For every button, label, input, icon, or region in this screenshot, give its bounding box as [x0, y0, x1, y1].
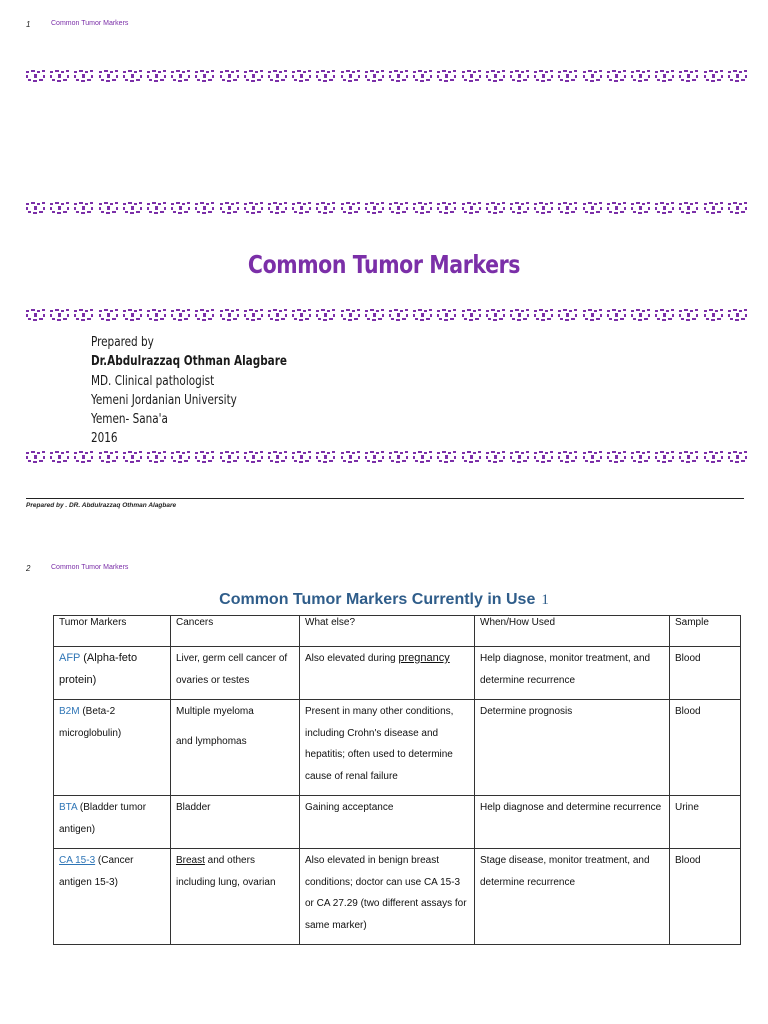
- footer-divider: [26, 498, 744, 499]
- border-ornament: [655, 70, 675, 82]
- border-ornament: [486, 202, 506, 214]
- border-ornament: [171, 70, 191, 82]
- tumor-markers-table: [53, 615, 741, 945]
- border-ornament: [607, 70, 627, 82]
- marker-cell: [54, 647, 171, 700]
- page-number: 2: [26, 564, 31, 573]
- cancers-text: and others including lung, ovarian: [176, 855, 276, 888]
- decorative-border: [26, 202, 748, 214]
- marker-cell: [54, 700, 171, 796]
- border-ornament: [195, 451, 215, 463]
- author-affiliation: Yemeni Jordanian University: [91, 391, 237, 408]
- border-ornament: [462, 309, 482, 321]
- border-ornament: [292, 451, 312, 463]
- border-ornament: [534, 451, 554, 463]
- border-ornament: [389, 202, 409, 214]
- border-ornament: [655, 202, 675, 214]
- border-ornament: [583, 202, 603, 214]
- sample-cell: Urine: [670, 796, 741, 849]
- border-ornament: [583, 309, 603, 321]
- border-ornament: [268, 309, 288, 321]
- border-ornament: [220, 309, 240, 321]
- border-ornament: [558, 202, 578, 214]
- border-ornament: [558, 309, 578, 321]
- border-ornament: [123, 451, 143, 463]
- table-row: [54, 700, 741, 796]
- border-ornament: [316, 70, 336, 82]
- border-ornament: [558, 70, 578, 82]
- border-ornament: [220, 451, 240, 463]
- border-ornament: [462, 202, 482, 214]
- border-ornament: [171, 202, 191, 214]
- border-ornament: [486, 309, 506, 321]
- border-ornament: [534, 70, 554, 82]
- border-ornament: [99, 451, 119, 463]
- footer-credit: Prepared by . DR. Abdulrazzaq Othman Alagbare: [26, 502, 177, 509]
- column-header: What else?: [300, 616, 475, 647]
- border-ornament: [510, 202, 530, 214]
- border-ornament: [268, 70, 288, 82]
- border-ornament: [389, 70, 409, 82]
- border-ornament: [365, 309, 385, 321]
- border-ornament: [50, 70, 70, 82]
- marker-fullname: (Beta-2 microglobulin): [59, 706, 122, 739]
- border-ornament: [220, 70, 240, 82]
- marker-fullname: (Bladder tumor antigen): [59, 802, 147, 835]
- sample-cell: Blood: [670, 849, 741, 945]
- cancers-text: and lymphomas: [176, 735, 247, 747]
- marker-link[interactable]: B2M: [59, 706, 80, 717]
- table-row: [54, 647, 741, 700]
- border-ornament: [341, 451, 361, 463]
- border-ornament: [389, 451, 409, 463]
- table-title-text: Common Tumor Markers Currently in Use: [219, 591, 536, 608]
- decorative-border: [26, 309, 748, 321]
- border-ornament: [195, 202, 215, 214]
- border-ornament: [679, 202, 699, 214]
- border-ornament: [99, 309, 119, 321]
- border-ornament: [147, 309, 167, 321]
- decorative-border: [26, 70, 748, 82]
- border-ornament: [704, 70, 724, 82]
- border-ornament: [679, 70, 699, 82]
- border-ornament: [316, 309, 336, 321]
- border-ornament: [365, 202, 385, 214]
- cancers-cell: Bladder: [171, 796, 300, 849]
- sample-cell: Blood: [670, 700, 741, 796]
- border-ornament: [244, 451, 264, 463]
- border-ornament: [413, 70, 433, 82]
- border-ornament: [631, 451, 651, 463]
- border-ornament: [26, 309, 46, 321]
- border-ornament: [74, 202, 94, 214]
- border-ornament: [462, 451, 482, 463]
- border-ornament: [316, 451, 336, 463]
- border-ornament: [292, 309, 312, 321]
- when-used-cell: Determine prognosis: [475, 700, 670, 796]
- border-ornament: [147, 70, 167, 82]
- what-else-cell: [300, 647, 475, 700]
- border-ornament: [728, 202, 748, 214]
- border-ornament: [728, 309, 748, 321]
- table-row: [54, 796, 741, 849]
- border-ornament: [704, 309, 724, 321]
- border-ornament: [728, 451, 748, 463]
- border-ornament: [679, 309, 699, 321]
- border-ornament: [268, 451, 288, 463]
- sample-cell: Blood: [670, 647, 741, 700]
- border-ornament: [50, 451, 70, 463]
- border-ornament: [534, 202, 554, 214]
- column-header: Tumor Markers: [54, 616, 171, 647]
- border-ornament: [74, 309, 94, 321]
- border-ornament: [171, 451, 191, 463]
- running-header: Common Tumor Markers: [51, 564, 129, 571]
- border-ornament: [679, 451, 699, 463]
- border-ornament: [558, 451, 578, 463]
- border-ornament: [413, 309, 433, 321]
- border-ornament: [486, 70, 506, 82]
- cancers-cell: [171, 700, 300, 796]
- border-ornament: [607, 202, 627, 214]
- cancers-cell: Liver, germ cell cancer of ovaries or testes: [171, 647, 300, 700]
- what-else-cell: Gaining acceptance: [300, 796, 475, 849]
- running-header: Common Tumor Markers: [51, 20, 129, 27]
- cancers-text: Multiple myeloma: [176, 706, 254, 717]
- when-used-cell: Stage disease, monitor treatment, and determine recurrence: [475, 849, 670, 945]
- table-row: [54, 849, 741, 945]
- border-ornament: [728, 70, 748, 82]
- decorative-border: [26, 451, 748, 463]
- border-ornament: [704, 202, 724, 214]
- border-ornament: [74, 451, 94, 463]
- border-ornament: [50, 202, 70, 214]
- when-used-cell: Help diagnose and determine recurrence: [475, 796, 670, 849]
- border-ornament: [316, 202, 336, 214]
- border-ornament: [631, 309, 651, 321]
- border-ornament: [365, 451, 385, 463]
- border-ornament: [437, 451, 457, 463]
- author-location: Yemen- Sana'a: [91, 411, 168, 428]
- border-ornament: [607, 309, 627, 321]
- border-ornament: [292, 202, 312, 214]
- border-ornament: [50, 309, 70, 321]
- border-ornament: [147, 202, 167, 214]
- border-ornament: [510, 451, 530, 463]
- table-header-row: [54, 616, 741, 647]
- marker-cell: [54, 849, 171, 945]
- border-ornament: [123, 70, 143, 82]
- what-else-text: Also elevated during: [305, 653, 399, 664]
- border-ornament: [220, 202, 240, 214]
- marker-fullname: (Cancer antigen 15-3): [59, 855, 134, 888]
- marker-link[interactable]: CA 15-3: [59, 855, 96, 866]
- border-ornament: [655, 309, 675, 321]
- prepared-by-label: Prepared by: [91, 334, 154, 350]
- table-title: [0, 591, 768, 609]
- border-ornament: [437, 309, 457, 321]
- column-header: Sample: [670, 616, 741, 647]
- border-ornament: [292, 70, 312, 82]
- border-ornament: [413, 202, 433, 214]
- border-ornament: [583, 70, 603, 82]
- border-ornament: [631, 70, 651, 82]
- page-number: 1: [26, 20, 31, 29]
- border-ornament: [655, 451, 675, 463]
- breast-link[interactable]: Breast: [176, 855, 205, 866]
- border-ornament: [244, 70, 264, 82]
- what-else-cell: Also elevated in benign breast conditions; doctor can use CA 15-3 or CA 27.29 (two different assays for same marker): [300, 849, 475, 945]
- when-used-cell: Help diagnose, monitor treatment, and determine recurrence: [475, 647, 670, 700]
- border-ornament: [244, 202, 264, 214]
- border-ornament: [123, 309, 143, 321]
- border-ornament: [268, 202, 288, 214]
- document-title: Common Tumor Markers: [247, 250, 521, 279]
- border-ornament: [631, 202, 651, 214]
- border-ornament: [437, 202, 457, 214]
- cancers-cell: [171, 849, 300, 945]
- border-ornament: [341, 202, 361, 214]
- author-title: MD. Clinical pathologist: [91, 372, 215, 389]
- border-ornament: [510, 70, 530, 82]
- border-ornament: [341, 70, 361, 82]
- column-header: Cancers: [171, 616, 300, 647]
- border-ornament: [486, 451, 506, 463]
- border-ornament: [99, 70, 119, 82]
- border-ornament: [26, 70, 46, 82]
- pregnancy-link[interactable]: pregnancy: [398, 652, 450, 664]
- border-ornament: [195, 309, 215, 321]
- border-ornament: [510, 309, 530, 321]
- marker-fullname: (Alpha-feto protein): [59, 652, 138, 686]
- column-header: When/How Used: [475, 616, 670, 647]
- marker-link[interactable]: AFP: [59, 652, 81, 664]
- border-ornament: [704, 451, 724, 463]
- border-ornament: [74, 70, 94, 82]
- border-ornament: [99, 202, 119, 214]
- border-ornament: [437, 70, 457, 82]
- border-ornament: [462, 70, 482, 82]
- border-ornament: [171, 309, 191, 321]
- border-ornament: [583, 451, 603, 463]
- border-ornament: [244, 309, 264, 321]
- border-ornament: [195, 70, 215, 82]
- table-title-reference: 1: [541, 592, 549, 608]
- border-ornament: [607, 451, 627, 463]
- border-ornament: [26, 202, 46, 214]
- border-ornament: [534, 309, 554, 321]
- marker-link[interactable]: BTA: [59, 802, 78, 813]
- border-ornament: [413, 451, 433, 463]
- marker-cell: [54, 796, 171, 849]
- author-block: [91, 333, 319, 449]
- what-else-cell: Present in many other conditions, including Crohn's disease and hepatitis; often used to determine cause of renal failure: [300, 700, 475, 796]
- border-ornament: [341, 309, 361, 321]
- border-ornament: [147, 451, 167, 463]
- border-ornament: [26, 451, 46, 463]
- border-ornament: [389, 309, 409, 321]
- document-year: 2016: [91, 430, 118, 447]
- border-ornament: [365, 70, 385, 82]
- author-name: Dr.Abdulrazzaq Othman Alagbare: [91, 353, 287, 370]
- border-ornament: [123, 202, 143, 214]
